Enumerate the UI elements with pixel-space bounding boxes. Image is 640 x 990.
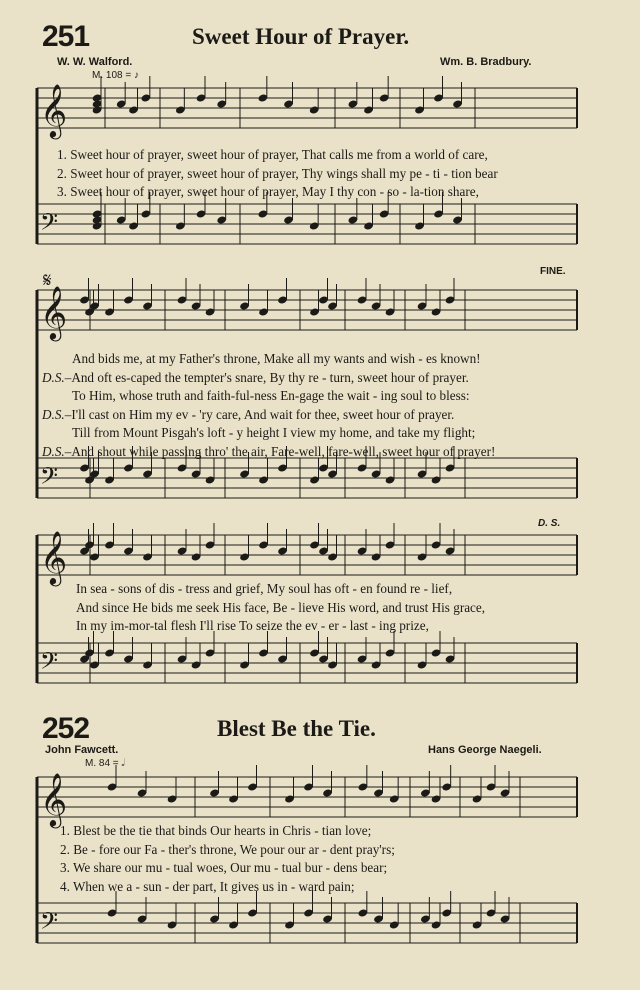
- verse-line: To Him, whose truth and faith-ful-ness En-gage the wait - ing soul to bless:: [72, 388, 470, 403]
- segno-icon: 𝄋: [43, 270, 52, 292]
- verses-part3-251: [76, 580, 485, 636]
- bass-clef-icon: 𝄢: [40, 210, 59, 241]
- treble-clef-icon: 𝄞: [40, 774, 68, 825]
- composer-252: Hans George Naegeli.: [428, 744, 542, 756]
- verse-line: 1. Blest be the tie that binds Our hearts in Chris - tian love;: [60, 823, 372, 838]
- verse-line: 3. We share our mu - tual woes, Our mu - tual bur - dens bear;: [60, 860, 388, 875]
- hymn-number-252: 252: [42, 712, 90, 745]
- verse-line: 2. Sweet hour of prayer, sweet hour of prayer, Thy wings shall my pe - ti - tion bear: [57, 165, 498, 181]
- verse-line: 3. Sweet hour of prayer, sweet hour of prayer, May I thy con - so - la-tion share,: [57, 184, 479, 199]
- verses-part1-251: [57, 146, 498, 202]
- verse-line: 1. Sweet hour of prayer, sweet hour of prayer, That calls me from a world of care,: [57, 147, 488, 162]
- treble-clef-icon: 𝄞: [40, 287, 68, 338]
- tempo-251: M. 108 = ♪: [92, 70, 139, 81]
- hymn-title-252: Blest Be the Tie.: [217, 716, 376, 741]
- verse-line: D.S.–And oft es-caped the tempter's snare, By thy re - turn, sweet hour of prayer.: [42, 369, 469, 385]
- bass-clef-icon: 𝄢: [40, 909, 59, 940]
- tempo-252: M. 84 = 𝅗𝅥: [85, 758, 125, 769]
- verse-line: D.S.–And shout while passing thro' the air, Fare-well, fare-well, sweet hour of prayer!: [42, 443, 496, 459]
- treble-clef-icon: 𝄞: [40, 532, 68, 583]
- verse-line: 2. Be - fore our Fa - ther's throne, We pour our ar - dent pray'rs;: [60, 841, 395, 857]
- verse-line: D.S.–I'll cast on Him my ev - 'ry care, And wait for thee, sweet hour of prayer.: [42, 406, 455, 422]
- verse-line: In sea - sons of dis - tress and grief, My soul has oft - en found re - lief,: [76, 581, 453, 596]
- verses-252: [60, 822, 395, 896]
- hymn-number-251: 251: [42, 20, 90, 53]
- bass-clef-icon: 𝄢: [40, 649, 59, 680]
- composer-251: Wm. B. Bradbury.: [440, 56, 532, 68]
- hymn-title-251: Sweet Hour of Prayer.: [192, 24, 410, 49]
- verse-line: In my im-mor-tal flesh I'll rise To seize the ev - er - last - ing prize,: [76, 618, 429, 633]
- author-252: John Fawcett.: [45, 744, 119, 756]
- verse-line: Till from Mount Pisgah's loft - y height I view my home, and take my flight;: [72, 425, 476, 440]
- verse-line: 4. When we a - sun - der part, It gives us in - ward pain;: [60, 878, 355, 894]
- treble-clef-icon: 𝄞: [40, 85, 68, 136]
- verse-line: And bids me, at my Father's throne, Make all my wants and wish - es known!: [72, 351, 481, 366]
- author-251: W. W. Walford.: [57, 56, 133, 68]
- bass-clef-icon: 𝄢: [40, 464, 59, 495]
- ds-mark: D. S.: [538, 518, 561, 529]
- verses-part2-251: [42, 350, 495, 461]
- verse-line: And since He bids me seek His face, Be - lieve His word, and trust His grace,: [76, 599, 486, 615]
- fine-mark: FINE.: [540, 266, 566, 277]
